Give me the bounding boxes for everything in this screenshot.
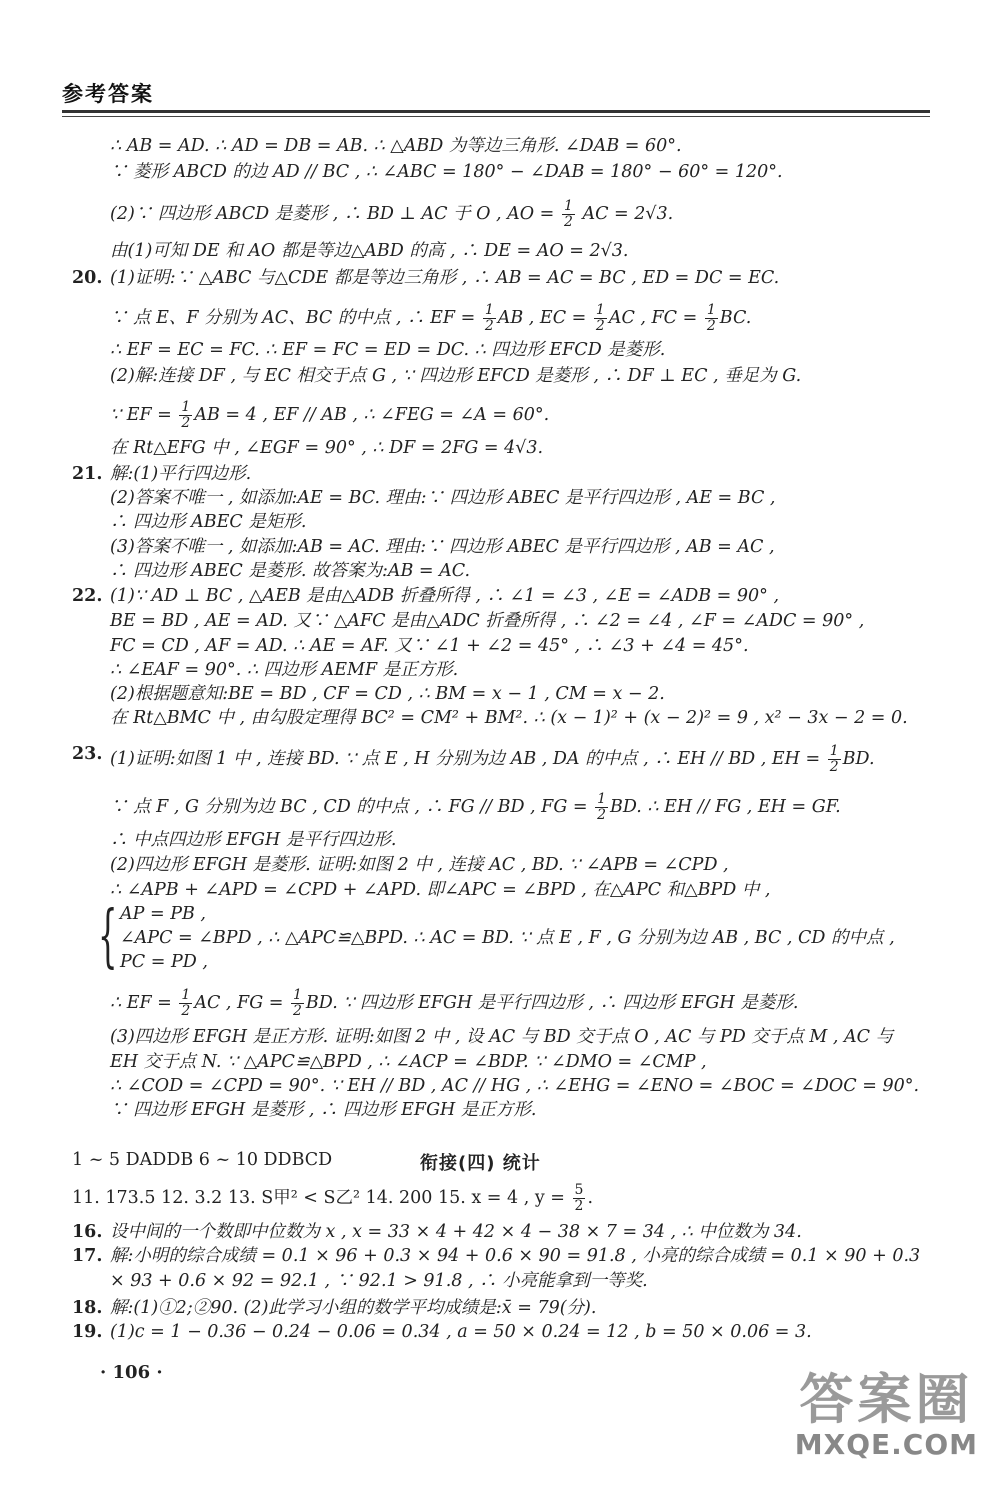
- fraction: $\frac{1}{2}$: [484, 302, 494, 334]
- text-line: 解:(1)平行四边形.: [110, 464, 252, 484]
- text-line: (2)四边形 EFGH 是菱形. 证明:如图 2 中 , 连接 AC , BD. ∵ ∠APB = ∠CPD ,: [110, 855, 729, 875]
- text-line: ∴ EF = EC = FC. ∴ EF = FC = ED = DC. ∴ 四边形 EFCD 是菱形.: [110, 340, 666, 360]
- text-line: ∵ 点 E、F 分别为 AC、BC 的中点 , ∴ EF = $\frac{1}{2}$ AB , EC = $\frac{1}{2}$ AC , FC = $\frac{1}{2}$ BC.: [110, 302, 752, 334]
- text-line: (1)证明:∵ △ABC 与△CDE 都是等边三角形 , ∴ AB = AC = BC , ED = DC = EC.: [110, 268, 780, 288]
- text-line: ∵ 菱形 ABCD 的边 AD // BC , ∴ ∠ABC = 180° − ∠DAB = 180° − 60° = 120°.: [110, 162, 783, 182]
- header-rule-thin: [62, 116, 930, 117]
- text-line: ∴ 中点四边形 EFGH 是平行四边形.: [110, 830, 397, 850]
- text-line: × 93 + 0.6 × 92 = 92.1 , ∵ 92.1 > 91.8 , ∴ 小亮能拿到一等奖.: [110, 1271, 648, 1291]
- fraction: $\frac{1}{2}$: [563, 198, 573, 230]
- question-number: 22.: [72, 586, 103, 606]
- page-number: · 106 ·: [100, 1362, 163, 1383]
- text-line: ∴ ∠EAF = 90°. ∴ 四边形 AEMF 是正方形.: [110, 660, 459, 680]
- question-number: 18.: [72, 1298, 103, 1318]
- fraction: $\frac{1}{2}$: [181, 987, 191, 1019]
- text-line: (1)证明:如图 1 中 , 连接 BD. ∵ 点 E , H 分别为边 AB , DA 的中点 , ∴ EH // BD , EH = $\frac{1}{2}$ BD.: [110, 743, 875, 775]
- text-line: 解:小明的综合成绩 = 0.1 × 96 + 0.3 × 94 + 0.6 × 90 = 91.8 , 小亮的综合成绩 = 0.1 × 90 + 0.3: [110, 1246, 921, 1266]
- fraction: $\frac{1}{2}$: [597, 791, 607, 823]
- text-line: FC = CD , AF = AD. ∴ AE = AF. 又∵ ∠1 + ∠2 = 45° , ∴ ∠3 + ∠4 = 45°.: [110, 636, 749, 656]
- text-line: ∴ EF = $\frac{1}{2}$ AC , FG = $\frac{1}{2}$ BD. ∵ 四边形 EFGH 是平行四边形 , ∴ 四边形 EFGH 是菱形.: [110, 987, 799, 1019]
- text-line: 1 ~ 5 DADDB 6 ~ 10 DDBCD: [72, 1150, 333, 1170]
- text-line: BE = BD , AE = AD. 又∵ △AFC 是由△ADC 折叠所得 , ∴ ∠2 = ∠4 , ∠F = ∠ADC = 90° ,: [110, 611, 865, 631]
- site-watermark: [795, 1357, 978, 1461]
- text-line: 设中间的一个数即中位数为 x , x = 33 × 4 + 42 × 4 − 38 × 7 = 34 , ∴ 中位数为 34.: [110, 1222, 802, 1242]
- text-line: PC = PD ,: [120, 952, 208, 972]
- watermark-url: MXQE.COM: [794, 1428, 978, 1461]
- text-line: (1)c = 1 − 0.36 − 0.24 − 0.06 = 0.34 , a = 50 × 0.24 = 12 , b = 50 × 0.06 = 3.: [110, 1322, 812, 1342]
- text-line: ∵ 四边形 EFGH 是菱形 , ∴ 四边形 EFGH 是正方形.: [110, 1100, 537, 1120]
- brace-symbol: {: [98, 897, 118, 976]
- text-line: (2)答案不唯一 , 如添加:AE = BC. 理由:∵ 四边形 ABEC 是平行四边形 , AE = BC ,: [110, 488, 776, 508]
- question-number: 16.: [72, 1222, 103, 1242]
- fraction: $\frac{5}{2}$: [574, 1182, 584, 1214]
- text-line: ∴ 四边形 ABEC 是矩形.: [110, 512, 307, 532]
- text-line: 11. 173.5 12. 3.2 13. S甲² < S乙² 14. 200 15. x = 4 , y = $\frac{5}{2}$ .: [72, 1182, 594, 1214]
- question-number: 20.: [72, 268, 103, 288]
- text-line: 由(1)可知 DE 和 AO 都是等边△ABD 的高 , ∴ DE = AO = 2√3.: [110, 241, 629, 261]
- question-number: 19.: [72, 1322, 103, 1342]
- text-line: ∴ 四边形 ABEC 是菱形. 故答案为:AB = AC.: [110, 561, 471, 581]
- text-line: AP = PB ,: [120, 904, 206, 924]
- text-line: ∴ ∠APB + ∠APD = ∠CPD + ∠APD. 即∠APC = ∠BPD , 在△APC 和△BPD 中 ,: [110, 880, 771, 900]
- text-line: 解:(1)①2;②90. (2)此学习小组的数学平均成绩是:x̄ = 79(分).: [110, 1298, 597, 1318]
- question-number: 23.: [72, 744, 103, 764]
- fraction: $\frac{1}{2}$: [829, 743, 839, 775]
- text-line: ∠APC = ∠BPD , ∴ △APC≌△BPD. ∴ AC = BD. ∵ 点 E , F , G 分别为边 AB , BC , CD 的中点 ,: [120, 928, 895, 948]
- fraction: $\frac{1}{2}$: [293, 987, 302, 1019]
- text-line: EH 交于点 N. ∵ △APC≌△BPD , ∴ ∠ACP = ∠BDP. ∵ ∠DMO = ∠CMP ,: [110, 1052, 707, 1072]
- fraction: $\frac{1}{2}$: [595, 302, 605, 334]
- text-line: ∴ ∠COD = ∠CPD = 90°. ∵ EH // BD , AC // HG , ∴ ∠EHG = ∠ENO = ∠BOC = ∠DOC = 90°.: [110, 1076, 920, 1096]
- text-line: ∴ AB = AD. ∴ AD = DB = AB. ∴ △ABD 为等边三角形. ∠DAB = 60°.: [110, 136, 682, 156]
- text-segment: AC = 2√3.: [582, 204, 674, 224]
- fraction: $\frac{1}{2}$: [706, 302, 716, 334]
- text-line: (3)四边形 EFGH 是正方形. 证明:如图 2 中 , 设 AC 与 BD 交于点 O , AC 与 PD 交于点 M , AC 与: [110, 1027, 894, 1047]
- question-number: 17.: [72, 1246, 103, 1266]
- text-line: (1)∵ AD ⊥ BC , △AEB 是由△ADB 折叠所得 , ∴ ∠1 = ∠3 , ∠E = ∠ADB = 90° ,: [110, 586, 780, 606]
- header-rule-thick: [62, 110, 930, 113]
- fraction: $\frac{1}{2}$: [181, 399, 191, 431]
- text-line: (3)答案不唯一 , 如添加:AB = AC. 理由:∵ 四边形 ABEC 是平行四边形 , AB = AC ,: [110, 537, 775, 557]
- text-line: [110, 199, 673, 230]
- section-title: 衔接(四) 统计: [420, 1153, 541, 1174]
- text-line: 在 Rt△EFG 中 , ∠EGF = 90° , ∴ DF = 2FG = 4√3.: [110, 438, 544, 458]
- watermark-logo: 答案圈: [799, 1368, 974, 1431]
- text-line: ∵ EF = $\frac{1}{2}$ AB = 4 , EF // AB , ∴ ∠FEG = ∠A = 60°.: [110, 399, 550, 431]
- question-number: 21.: [72, 464, 103, 484]
- text-line: (2)解:连接 DF , 与 EC 相交于点 G , ∵ 四边形 EFCD 是菱形 , ∴ DF ⊥ EC , 垂足为 G.: [110, 366, 802, 386]
- text-line: 在 Rt△BMC 中 , 由勾股定理得 BC² = CM² + BM². ∴ (x − 1)² + (x − 2)² = 9 , x² − 3x − 2 = 0.: [110, 708, 908, 728]
- text-line: (2)根据题意知:BE = BD , CF = CD , ∴ BM = x − 1 , CM = x − 2.: [110, 684, 665, 704]
- text-line: ∵ 点 F , G 分别为边 BC , CD 的中点 , ∴ FG // BD , FG = $\frac{1}{2}$ BD. ∴ EH // FG , EH = GF.: [110, 791, 841, 823]
- text-segment: (2)∵ 四边形 ABCD 是菱形 , ∴ BD ⊥ AC 于 O , AO =: [110, 204, 555, 224]
- page-header-title: 参考答案: [62, 82, 154, 106]
